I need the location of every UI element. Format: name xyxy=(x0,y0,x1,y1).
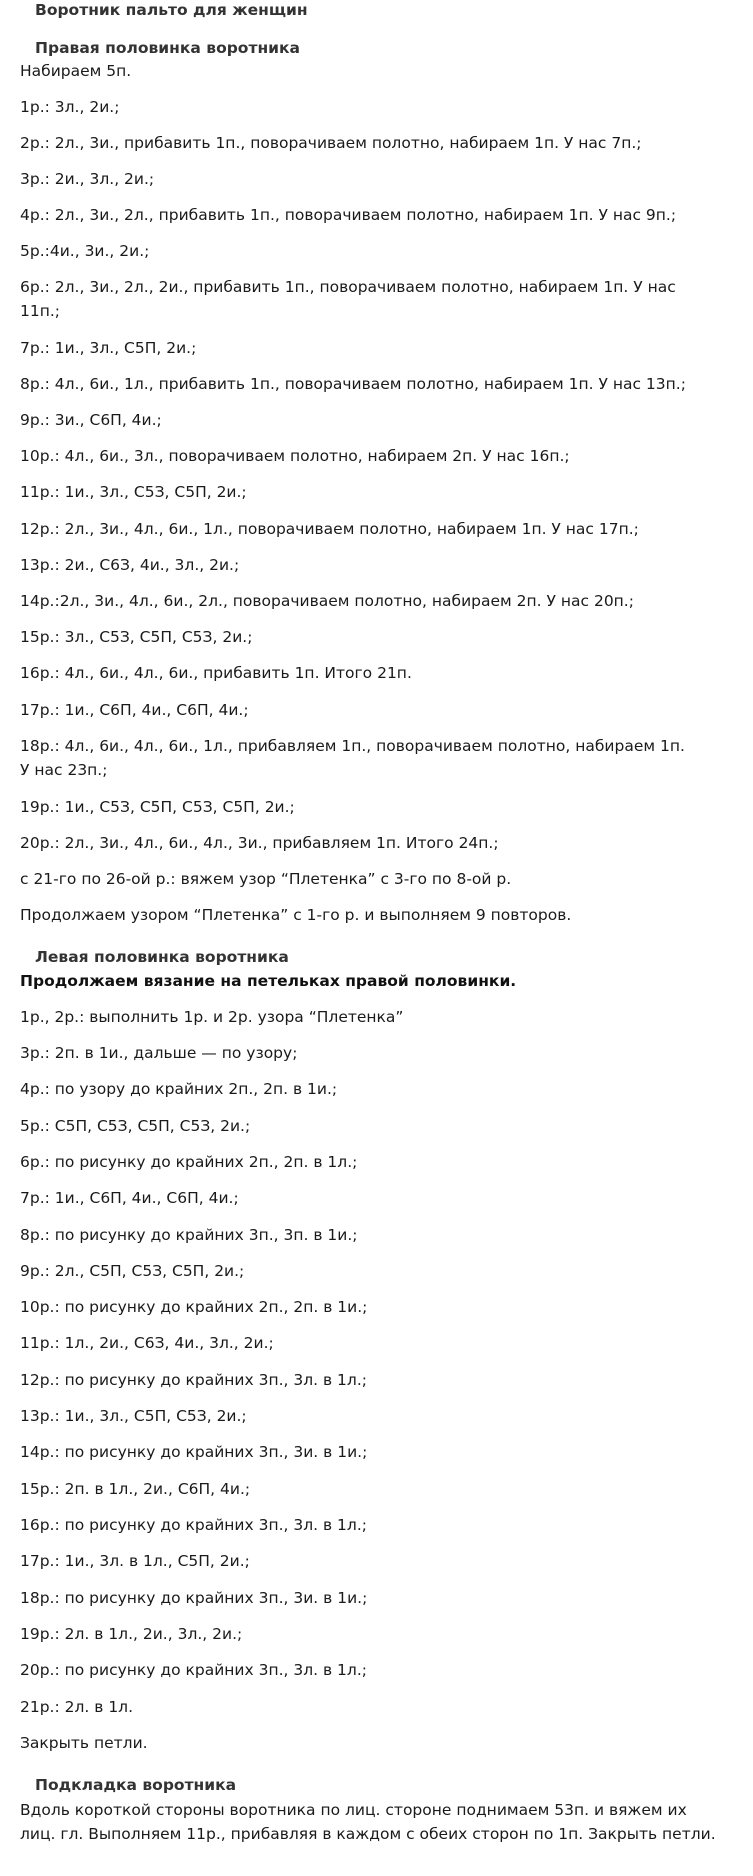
row-instruction: 17р.: 1и., С6П, 4и., С6П, 4и.; xyxy=(20,701,249,719)
row-instruction: 13р.: 1и., 3л., С5П, С5З, 2и.; xyxy=(20,1407,247,1425)
row-instruction: 12р.: 2л., 3и., 4л., 6и., 1л., поворачиваем полотно, набираем 1п. У нас 17п.; xyxy=(20,520,639,538)
row-instruction: 21р.: 2л. в 1л. xyxy=(20,1698,134,1716)
row-instruction: 1р.: 3л., 2и.; xyxy=(20,98,120,116)
row-instruction: 4р.: 2л., 3и., 2л., прибавить 1п., поворачиваем полотно, набираем 1п. У нас 9п.; xyxy=(20,206,677,224)
row-instruction-continued: 11п.; xyxy=(20,302,61,320)
section-heading-right-half: Правая половинка воротника xyxy=(35,39,300,57)
row-instruction: 10р.: 4л., 6и., 3л., поворачиваем полотно, набираем 2п. У нас 16п.; xyxy=(20,447,570,465)
row-instruction: 16р.: 4л., 6и., 4л., 6и., прибавить 1п. Итого 21п. xyxy=(20,664,412,682)
row-instruction: 11р.: 1л., 2и., С6З, 4и., 3л., 2и.; xyxy=(20,1334,274,1352)
row-instruction: 14р.: по рисунку до крайних 3п., 3и. в 1и.; xyxy=(20,1443,368,1461)
row-instruction: 6р.: 2л., 3и., 2л., 2и., прибавить 1п., поворачиваем полотно, набираем 1п. У нас xyxy=(20,278,676,296)
row-instruction: 13р.: 2и., С6З, 4и., 3л., 2и.; xyxy=(20,556,240,574)
row-instruction: 20р.: 2л., 3и., 4л., 6и., 4л., 3и., прибавляем 1п. Итого 24п.; xyxy=(20,834,499,852)
row-instruction: 12р.: по рисунку до крайних 3п., 3л. в 1л.; xyxy=(20,1371,367,1389)
row-instruction: 16р.: по рисунку до крайних 3п., 3л. в 1л.; xyxy=(20,1516,367,1534)
row-instruction: 2р.: 2л., 3и., прибавить 1п., поворачиваем полотно, набираем 1п. У нас 7п.; xyxy=(20,134,642,152)
row-instruction: 9р.: 3и., С6П, 4и.; xyxy=(20,411,162,429)
bind-off-instruction: Закрыть петли. xyxy=(20,1734,148,1752)
section-heading-lining: Подкладка воротника xyxy=(35,1776,237,1794)
cast-on-instruction: Набираем 5п. xyxy=(20,62,132,80)
row-instruction: с 21-го по 26-ой р.: вяжем узор “Плетенка” с 3-го по 8-ой р. xyxy=(20,870,512,888)
row-instruction: 17р.: 1и., 3л. в 1л., С5П, 2и.; xyxy=(20,1552,250,1570)
row-instruction: 8р.: 4л., 6и., 1л., прибавить 1п., поворачиваем полотно, набираем 1п. У нас 13п.; xyxy=(20,375,686,393)
row-instruction: 1р., 2р.: выполнить 1р. и 2р. узора “Плетенка” xyxy=(20,1008,404,1026)
row-instruction: 15р.: 2п. в 1л., 2и., С6П, 4и.; xyxy=(20,1480,251,1498)
row-instruction: 14р.:2л., 3и., 4л., 6и., 2л., поворачиваем полотно, набираем 2п. У нас 20п.; xyxy=(20,592,634,610)
row-instruction: 10р.: по рисунку до крайних 2п., 2п. в 1и.; xyxy=(20,1298,368,1316)
row-instruction-continued: У нас 23п.; xyxy=(20,761,108,779)
row-instruction: 3р.: 2п. в 1и., дальше — по узору; xyxy=(20,1044,298,1062)
row-instruction: 8р.: по рисунку до крайних 3п., 3п. в 1и.; xyxy=(20,1226,358,1244)
row-instruction: 3р.: 2и., 3л., 2и.; xyxy=(20,170,155,188)
page-title: Воротник пальто для женщин xyxy=(35,1,308,19)
section-heading-left-half: Левая половинка воротника xyxy=(35,948,289,966)
row-instruction: 7р.: 1и., 3л., С5П, 2и.; xyxy=(20,339,197,357)
row-instruction: 11р.: 1и., 3л., С5З, С5П, 2и.; xyxy=(20,483,247,501)
row-instruction: 4р.: по узору до крайних 2п., 2п. в 1и.; xyxy=(20,1080,338,1098)
row-instruction: Продолжаем узором “Плетенка” с 1-го р. и выполняем 9 повторов. xyxy=(20,906,572,924)
row-instruction: 5р.:4и., 3и., 2и.; xyxy=(20,242,150,260)
row-instruction: 15р.: 3л., С5З, С5П, С5З, 2и.; xyxy=(20,628,253,646)
row-instruction: 9р.: 2л., С5П, С5З, С5П, 2и.; xyxy=(20,1262,245,1280)
row-instruction: 19р.: 2л. в 1л., 2и., 3л., 2и.; xyxy=(20,1625,243,1643)
row-instruction: 18р.: 4л., 6и., 4л., 6и., 1л., прибавляем 1п., поворачиваем полотно, набираем 1п. xyxy=(20,737,685,755)
row-instruction: 5р.: С5П, С5З, С5П, С5З, 2и.; xyxy=(20,1117,251,1135)
row-instruction: 7р.: 1и., С6П, 4и., С6П, 4и.; xyxy=(20,1189,239,1207)
row-instruction: 20р.: по рисунку до крайних 3п., 3л. в 1л.; xyxy=(20,1661,367,1679)
row-instruction: 6р.: по рисунку до крайних 2п., 2п. в 1л.; xyxy=(20,1153,358,1171)
row-instruction: 18р.: по рисунку до крайних 3п., 3и. в 1и.; xyxy=(20,1589,368,1607)
row-instruction: 19р.: 1и., С5З, С5П, С5З, С5П, 2и.; xyxy=(20,798,295,816)
lining-paragraph: Вдоль короткой стороны воротника по лиц. стороне поднимаем 53п. и вяжем их лиц. гл. Выполняем 11р., прибавляя в каждом с обеих сторон по 1п. Закрыть петли. xyxy=(20,1801,716,1843)
left-half-intro: Продолжаем вязание на петельках правой половинки. xyxy=(20,972,517,990)
